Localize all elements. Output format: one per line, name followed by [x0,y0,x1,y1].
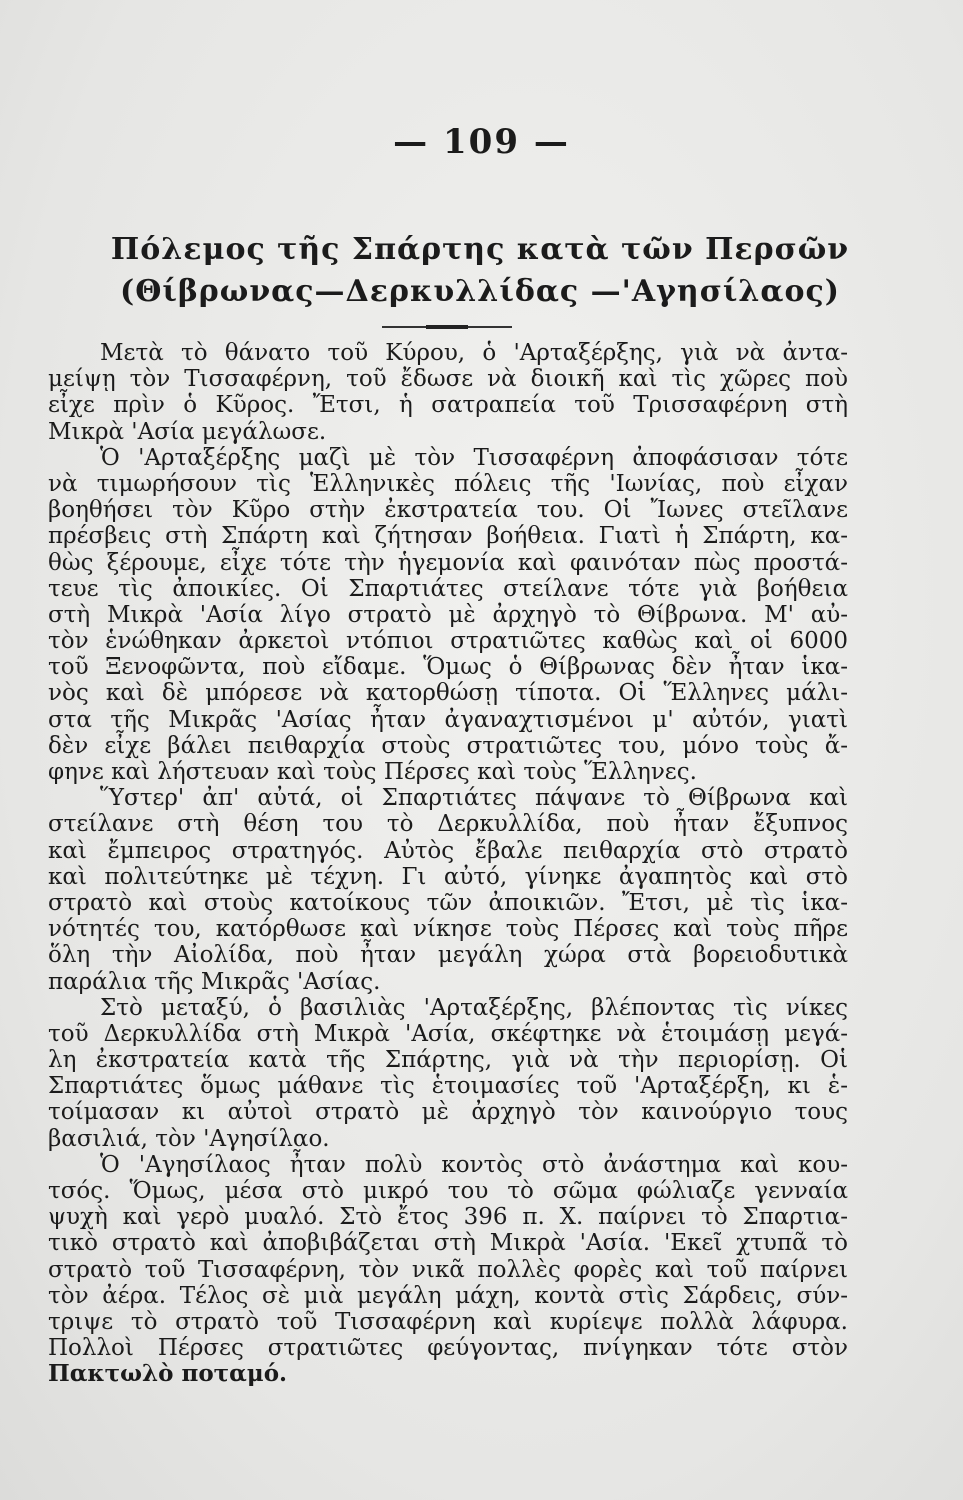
text-line: Ὁ 'Αγησίλαος ἦταν πολὺ κοντὸς στὸ ἀνάστημα καὶ κου- [100,1151,848,1178]
text-line: πρέσβεις στὴ Σπάρτη καὶ ζήτησαν βοήθεια. Γιατὶ ἡ Σπάρτη, κα- [48,523,848,550]
text-line: Μετὰ τὸ θάνατο τοῦ Κύρου, ὁ 'Αρταξέρξης, γιὰ νὰ ἀντα- [100,340,848,366]
text-line: μείψῃ τὸν Τισσαφέρνη, τοῦ ἔδωσε νὰ διοικῆ καὶ τὶς χῶρες ποὺ [48,366,848,393]
text-line: καὶ ἔμπειρος στρατηγός. Αὐτὸς ἔβαλε πειθαρχία στὸ στρατὸ [48,837,848,864]
text-line: Στὸ μεταξύ, ὁ βασιλιὰς 'Αρταξέρξης, βλέποντας τὶς νίκες [100,994,848,1021]
text-line: Πολλοὶ Πέρσες στρατιῶτες φεύγοντας, πνίγηκαν τότε στὸν [48,1335,848,1362]
text-line: τὸν ἑνώθηκαν ἀρκετοὶ ντόπιοι στρατιῶτες καθὼς καὶ οἱ 6000 [48,628,848,655]
text-line: Μικρὰ 'Ασία μεγάλωσε. [48,418,327,445]
text-line: Ὕστερ' ἀπ' αὐτά, οἱ Σπαρτιάτες πάψανε τὸ Θίβρωνα καὶ [100,785,848,812]
text-line: λη ἐκστρατεία κατὰ τῆς Σπάρτης, γιὰ νὰ τὴν περιορίσῃ. Οἱ [48,1047,848,1074]
page-number: — 109 — [393,122,570,162]
text-line: φηνε καὶ λήστευαν καὶ τοὺς Πέρσες καὶ τοὺς Ἕλληνες. [48,759,697,785]
text-line: καὶ πολιτεύτηκε μὲ τέχνη. Γι αὐτό, γίνηκε ἀγαπητὸς καὶ στὸ [48,863,848,890]
text-line: τευε τὶς ἀποικίες. Οἱ Σπαρτιάτες στείλανε τότε γιὰ βοήθεια [48,575,848,602]
text-line: τσός. Ὅμως, μέσα στὸ μικρό του τὸ σῶμα φώλιαζε γενναία [48,1178,848,1204]
chapter-title-line-1: Πόλεμος τῆς Σπάρτης κατὰ τῶν Περσῶν [110,232,850,267]
text-line: στείλανε στὴ θέση του τὸ Δερκυλλίδα, ποὺ ἦταν ἔξυπνος [48,811,848,838]
text-line: στα τῆς Μικρᾶς 'Ασίας ἦταν ἀγαναχτισμένοι μ' αὐτόν, γιατὶ [48,706,848,733]
text-line: θὼς ξέρουμε, εἶχε τότε τὴν ἡγεμονία καὶ φαινόταν πὼς προστά- [48,549,848,576]
text-line: ψυχὴ καὶ γερὸ μυαλό. Στὸ ἔτος 396 π. Χ. παίρνει τὸ Σπαρτια- [48,1204,848,1231]
text-line: νὰ τιμωρήσουν τὶς Ἑλληνικὲς πόλεις τῆς 'Ιωνίας, ποὺ εἶχαν [48,470,848,497]
text-line: τοῦ Ξενοφῶντα, ποὺ εἴδαμε. Ὅμως ὁ Θίβρωνας δὲν ἦταν ἱκα- [48,654,848,681]
text-line: στὴ Μικρὰ 'Ασία λίγο στρατὸ μὲ ἀρχηγὸ τὸ Θίβρωνα. Μ' αὐ- [48,601,848,628]
text-line: στρατὸ τοῦ Τισσαφέρνη, τὸν νικᾶ πολλὲς φορὲς καὶ τοῦ παίρνει [48,1256,848,1283]
text-line: τοῦ Δερκυλλίδα στὴ Μικρὰ 'Ασία, σκέφτηκε νὰ ἑτοιμάσῃ μεγά- [48,1020,848,1047]
text-line: παράλια τῆς Μικρᾶς 'Ασίας. [48,968,381,995]
text-line: δὲν εἶχε βάλει πειθαρχία στοὺς στρατιῶτες του, μόνο τοὺς ἄ- [48,732,848,759]
text-line: βοηθήσει τὸν Κῦρο στὴν ἐκστρατεία του. Οἱ Ἴωνες στεῖλανε [48,497,848,524]
title-divider [382,326,512,328]
text-line: τικὸ στρατὸ καὶ ἀποβιβάζεται στὴ Μικρὰ 'Ασία. 'Εκεῖ χτυπᾶ τὸ [48,1230,848,1257]
text-line: ὅλη τὴν Αἰολίδα, ποὺ ἦταν μεγάλη χώρα στὰ βορειοδυτικὰ [48,942,848,969]
text-line: νὸς καὶ δὲ μπόρεσε νὰ κατορθώσῃ τίποτα. Οἱ Ἕλληνες μάλι- [48,680,848,707]
text-line: Ὁ 'Αρταξέρξης μαζὶ μὲ τὸν Τισσαφέρνη ἀποφάσισαν τότε [100,444,848,471]
text-line: τριψε τὸ στρατὸ τοῦ Τισσαφέρνη καὶ κυρίεψε πολλὰ λάφυρα. [48,1308,848,1335]
text-line: εἶχε πρὶν ὁ Κῦρος. Ἔτσι, ἡ σατραπεία τοῦ Τρισσαφέρνη στὴ [48,392,848,419]
body-text [48,340,848,1388]
text-line: τὸν ἀέρα. Τέλος σὲ μιὰ μεγάλη μάχη, κοντὰ στὶς Σάρδεις, σύν- [48,1282,848,1309]
chapter-title-line-2: (Θίβρωνας—Δερκυλλίδας —'Αγησίλαος) [120,274,840,309]
text-line: στρατὸ καὶ στοὺς κατοίκους τῶν ἀποικιῶν. Ἔτσι, μὲ τὶς ἱκα- [48,889,848,916]
text-line: τοίμασαν κι αὐτοὶ στρατὸ μὲ ἀρχηγὸ τὸν καινούργιο τους [48,1099,848,1126]
text-line: Σπαρτιάτες ὅμως μάθανε τὶς ἑτοιμασίες τοῦ 'Αρταξέρξη, κι ἑ- [48,1073,848,1100]
text-line: νότητές του, κατόρθωσε καὶ νίκησε τοὺς Πέρσες καὶ τοὺς πῆρε [48,916,848,943]
text-line: Πακτωλὸ ποταμό. [48,1360,288,1388]
text-line: βασιλιά, τὸν 'Αγησίλαο. [48,1125,330,1152]
